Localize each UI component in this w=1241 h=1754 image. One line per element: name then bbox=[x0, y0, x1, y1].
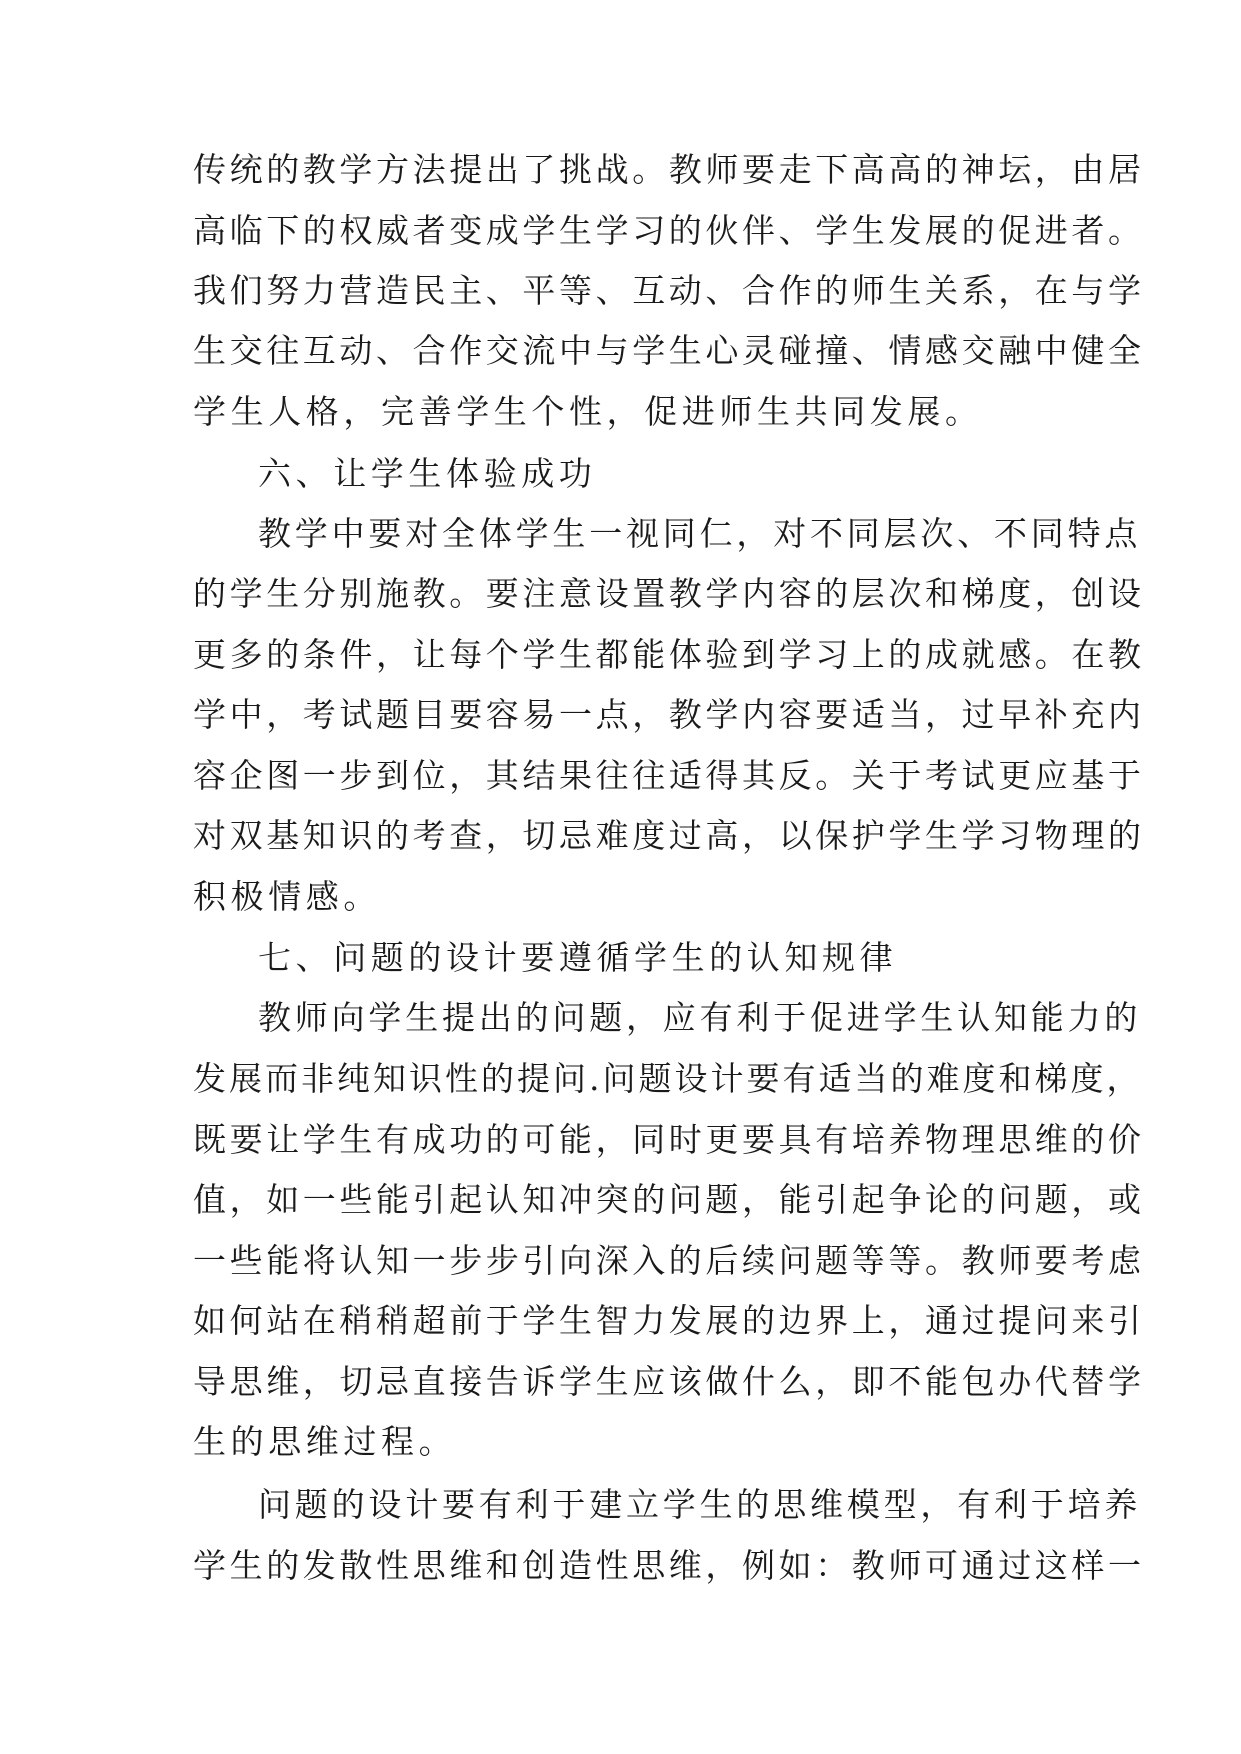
body-text-line: 容企图一步到位，其结果往往适得其反。关于考试更应基于 bbox=[193, 756, 1145, 795]
body-text-line: 教学中要对全体学生一视同仁，对不同层次、不同特点 bbox=[258, 514, 1142, 553]
body-text-line: 问题的设计要有利于建立学生的思维模型，有利于培养 bbox=[258, 1485, 1142, 1524]
body-text-line: 学中，考试题目要容易一点，教学内容要适当，过早补充内 bbox=[193, 695, 1145, 734]
body-text-line: 对双基知识的考查，切忌难度过高，以保护学生学习物理的 bbox=[193, 816, 1145, 855]
body-text-line: 学生人格，完善学生个性，促进师生共同发展。 bbox=[193, 392, 983, 431]
body-text-line: 我们努力营造民主、平等、互动、合作的师生关系，在与学 bbox=[193, 271, 1145, 310]
body-text-line: 积极情感。 bbox=[193, 877, 381, 916]
body-text-line: 更多的条件，让每个学生都能体验到学习上的成就感。在教 bbox=[193, 635, 1145, 674]
body-text-line: 发展而非纯知识性的提问.问题设计要有适当的难度和梯度， bbox=[193, 1059, 1143, 1098]
section-heading: 六、让学生体验成功 bbox=[258, 454, 597, 493]
body-text-line: 的学生分别施教。要注意设置教学内容的层次和梯度，创设 bbox=[193, 574, 1145, 613]
body-text-line: 值，如一些能引起认知冲突的问题，能引起争论的问题，或 bbox=[193, 1180, 1145, 1219]
body-text-line: 导思维，切忌直接告诉学生应该做什么，即不能包办代替学 bbox=[193, 1362, 1145, 1401]
body-text-line: 生交往互动、合作交流中与学生心灵碰撞、情感交融中健全 bbox=[193, 331, 1145, 370]
body-text-line: 教师向学生提出的问题，应有利于促进学生认知能力的 bbox=[258, 998, 1142, 1037]
body-text-line: 学生的发散性思维和创造性思维，例如：教师可通过这样一 bbox=[193, 1546, 1145, 1585]
body-text-line: 既要让学生有成功的可能，同时更要具有培养物理思维的价 bbox=[193, 1120, 1145, 1159]
body-text-line: 高临下的权威者变成学生学习的伙伴、学生发展的促进者。 bbox=[193, 211, 1145, 250]
body-text-line: 一些能将认知一步步引向深入的后续问题等等。教师要考虑 bbox=[193, 1241, 1145, 1280]
body-text-line: 如何站在稍稍超前于学生智力发展的边界上，通过提问来引 bbox=[193, 1301, 1145, 1340]
body-text-line: 生的思维过程。 bbox=[193, 1422, 457, 1461]
section-heading: 七、问题的设计要遵循学生的认知规律 bbox=[258, 938, 898, 977]
body-text-line: 传统的教学方法提出了挑战。教师要走下高高的神坛，由居 bbox=[193, 150, 1145, 189]
